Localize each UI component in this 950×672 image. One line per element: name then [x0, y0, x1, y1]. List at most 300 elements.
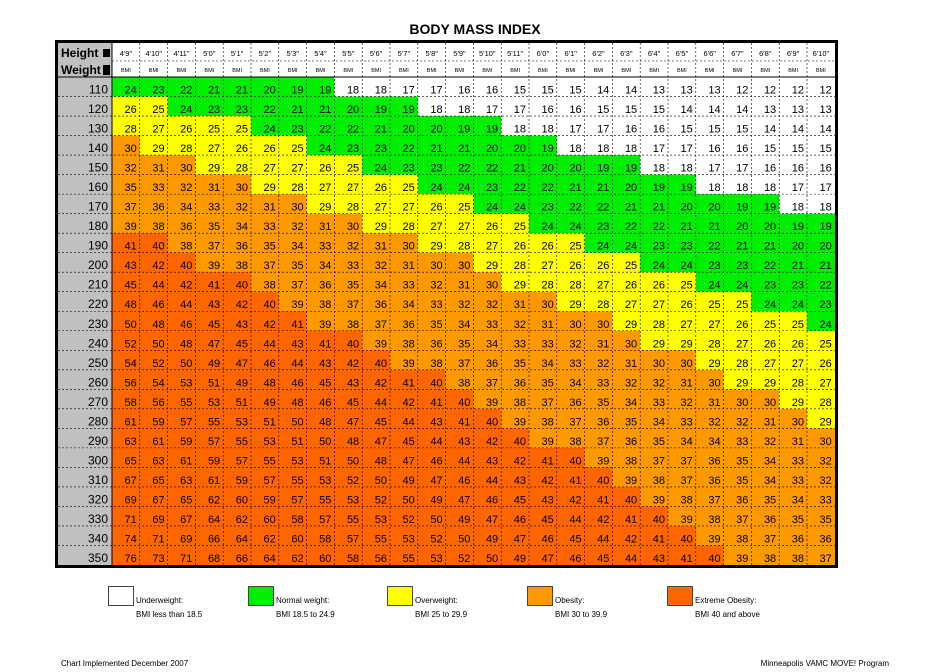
- height-tick-label: 6'8": [759, 49, 772, 58]
- bmi-value-label: 39: [736, 553, 749, 565]
- bmi-value-label: 61: [124, 416, 137, 429]
- bmi-value-label: 45: [513, 494, 526, 507]
- bmi-value-label: 39: [207, 260, 221, 273]
- bmi-value-label: 39: [541, 435, 554, 448]
- bmi-value-label: 44: [180, 299, 193, 312]
- bmi-column-label: BMI: [816, 68, 826, 74]
- bmi-value-label: 35: [346, 279, 360, 292]
- bmi-value-label: 24: [124, 84, 137, 97]
- legend-swatch-underweight: [108, 586, 134, 606]
- bmi-value-label: 45: [124, 279, 137, 292]
- weight-tick-label: 320: [87, 492, 108, 507]
- bmi-column-label: BMI: [232, 68, 242, 74]
- bmi-value-label: 14: [680, 104, 693, 117]
- bmi-value-label: 28: [180, 143, 193, 156]
- bmi-value-label: 21: [652, 201, 665, 214]
- bmi-value-label: 20: [763, 221, 777, 234]
- bmi-value-label: 29: [374, 221, 387, 234]
- bmi-value-label: 27: [374, 201, 387, 214]
- bmi-value-label: 34: [791, 494, 804, 507]
- bmi-value-label: 30: [791, 416, 804, 429]
- bmi-value-label: 39: [374, 338, 387, 351]
- bmi-value-label: 61: [207, 474, 221, 487]
- bmi-value-label: 27: [207, 143, 221, 156]
- legend-range: BMI 40 and above: [695, 610, 760, 619]
- bmi-value-label: 33: [736, 435, 749, 448]
- bmi-value-label: 39: [708, 533, 721, 546]
- bmi-value-label: 26: [791, 338, 804, 351]
- bmi-value-label: 19: [819, 221, 832, 234]
- bmi-value-label: 35: [291, 260, 304, 273]
- bmi-value-label: 63: [152, 455, 165, 468]
- bmi-value-label: 74: [124, 533, 137, 546]
- bmi-value-label: 25: [207, 123, 221, 136]
- bmi-value-label: 26: [430, 201, 443, 214]
- bmi-value-label: 43: [458, 435, 471, 448]
- bmi-value-label: 58: [291, 513, 304, 526]
- bmi-value-label: 57: [319, 513, 332, 526]
- bmi-value-label: 41: [124, 240, 137, 253]
- bmi-value-label: 32: [569, 338, 582, 351]
- bmi-value-label: 32: [680, 396, 693, 409]
- bmi-column-label: BMI: [204, 68, 215, 74]
- bmi-value-label: 48: [180, 338, 193, 351]
- bmi-value-label: 22: [541, 182, 554, 195]
- bmi-value-label: 41: [402, 377, 415, 390]
- bmi-value-label: 34: [374, 279, 387, 292]
- bmi-value-label: 24: [791, 299, 804, 312]
- bmi-value-label: 33: [541, 338, 554, 351]
- bmi-value-label: 26: [319, 162, 332, 175]
- bmi-value-label: 14: [819, 123, 832, 136]
- bmi-value-label: 20: [263, 84, 276, 97]
- bmi-value-label: 39: [319, 318, 332, 331]
- bmi-value-label: 27: [597, 279, 610, 292]
- bmi-value-label: 24: [597, 240, 610, 253]
- weight-tick-label: 280: [87, 414, 108, 429]
- bmi-value-label: 50: [346, 455, 360, 468]
- bmi-value-label: 31: [152, 162, 165, 175]
- bmi-value-label: 36: [402, 318, 415, 331]
- bmi-column-label: BMI: [649, 68, 659, 74]
- bmi-value-label: 44: [291, 357, 304, 370]
- bmi-value-label: 51: [235, 396, 248, 409]
- bmi-value-label: 35: [458, 338, 471, 351]
- bmi-value-label: 35: [791, 513, 804, 526]
- bmi-value-label: 31: [763, 416, 777, 429]
- bmi-value-label: 41: [458, 416, 471, 429]
- bmi-value-label: 32: [708, 416, 721, 429]
- bmi-value-label: 37: [374, 318, 387, 331]
- bmi-value-label: 41: [207, 279, 221, 292]
- bmi-value-label: 19: [402, 104, 415, 117]
- bmi-value-label: 29: [152, 143, 165, 156]
- bmi-value-label: 24: [180, 104, 193, 117]
- bmi-value-label: 29: [624, 318, 638, 331]
- bmi-value-label: 16: [819, 162, 832, 175]
- bmi-column-label: BMI: [593, 68, 604, 74]
- bmi-value-label: 20: [402, 123, 415, 136]
- bmi-value-label: 14: [708, 104, 721, 117]
- height-tick-label: 5'7": [397, 49, 411, 58]
- bmi-value-label: 36: [430, 338, 443, 351]
- bmi-value-label: 57: [207, 435, 221, 448]
- bmi-value-label: 27: [652, 299, 665, 312]
- bmi-column-label: BMI: [538, 68, 548, 74]
- bmi-value-label: 62: [291, 553, 304, 565]
- bmi-value-label: 19: [374, 104, 387, 117]
- bmi-value-label: 42: [402, 396, 415, 409]
- bmi-value-label: 44: [402, 416, 415, 429]
- height-tick-label: 6'0": [536, 49, 550, 58]
- bmi-value-label: 41: [430, 396, 443, 409]
- weight-tick-label: 120: [87, 102, 108, 117]
- bmi-value-label: 19: [763, 201, 777, 214]
- bmi-value-label: 32: [485, 299, 499, 312]
- bmi-value-label: 30: [597, 318, 610, 331]
- bmi-value-label: 17: [485, 104, 499, 117]
- bmi-value-label: 22: [513, 182, 526, 195]
- bmi-value-label: 60: [291, 533, 304, 546]
- bmi-value-label: 52: [374, 494, 387, 507]
- bmi-value-label: 39: [597, 455, 610, 468]
- bmi-value-label: 19: [485, 123, 499, 136]
- bmi-value-label: 24: [263, 123, 276, 136]
- bmi-value-label: 31: [207, 182, 221, 195]
- bmi-value-label: 64: [263, 553, 276, 565]
- bmi-value-label: 24: [485, 201, 499, 214]
- bmi-value-label: 50: [180, 357, 193, 370]
- bmi-value-label: 49: [207, 357, 221, 370]
- bmi-value-label: 62: [235, 513, 248, 526]
- weight-tick-label: 240: [87, 336, 108, 351]
- bmi-value-label: 36: [235, 240, 248, 253]
- bmi-value-label: 13: [763, 104, 777, 117]
- bmi-value-label: 53: [180, 377, 193, 390]
- bmi-value-label: 23: [708, 260, 721, 273]
- bmi-value-label: 30: [569, 318, 582, 331]
- bmi-value-label: 53: [374, 513, 387, 526]
- bmi-value-label: 23: [736, 260, 749, 273]
- bmi-value-label: 15: [708, 123, 721, 136]
- bmi-value-label: 55: [319, 494, 332, 507]
- bmi-value-label: 46: [152, 299, 165, 312]
- bmi-value-label: 44: [374, 396, 387, 409]
- bmi-value-label: 48: [346, 435, 360, 448]
- bmi-value-label: 32: [513, 318, 526, 331]
- bmi-value-label: 37: [652, 455, 665, 468]
- bmi-value-label: 36: [485, 357, 499, 370]
- bmi-value-label: 38: [235, 260, 248, 273]
- bmi-value-label: 43: [207, 299, 221, 312]
- bmi-value-label: 40: [652, 513, 665, 526]
- bmi-value-label: 65: [180, 494, 193, 507]
- bmi-value-label: 32: [374, 260, 387, 273]
- bmi-value-label: 37: [569, 416, 582, 429]
- bmi-value-label: 48: [291, 396, 304, 409]
- bmi-value-label: 45: [402, 435, 415, 448]
- bmi-value-label: 21: [513, 162, 526, 175]
- bmi-value-label: 43: [346, 377, 360, 390]
- bmi-value-label: 34: [569, 377, 582, 390]
- bmi-value-label: 47: [207, 338, 221, 351]
- bmi-value-label: 42: [235, 299, 248, 312]
- bmi-value-label: 40: [430, 377, 443, 390]
- bmi-value-label: 69: [152, 513, 165, 526]
- bmi-value-label: 32: [819, 474, 832, 487]
- bmi-value-label: 20: [624, 182, 638, 195]
- bmi-value-label: 28: [819, 396, 832, 409]
- height-tick-label: 5'3": [286, 49, 299, 58]
- bmi-value-label: 48: [319, 416, 332, 429]
- bmi-value-label: 43: [319, 357, 332, 370]
- bmi-value-label: 18: [819, 201, 832, 214]
- bmi-value-label: 32: [291, 221, 304, 234]
- bmi-value-label: 50: [402, 494, 415, 507]
- bmi-value-label: 46: [458, 474, 471, 487]
- bmi-value-label: 45: [541, 513, 554, 526]
- bmi-value-label: 51: [207, 377, 221, 390]
- bmi-value-label: 25: [346, 162, 360, 175]
- footer-program: Minneapolis VAMC MOVE! Program: [760, 659, 889, 668]
- bmi-value-label: 23: [430, 162, 443, 175]
- bmi-value-label: 40: [374, 357, 387, 370]
- bmi-column-label: BMI: [565, 68, 576, 74]
- bmi-value-label: 29: [569, 299, 582, 312]
- bmi-value-label: 57: [235, 455, 248, 468]
- bmi-column-label: BMI: [426, 68, 437, 74]
- bmi-value-label: 29: [791, 396, 804, 409]
- bmi-value-label: 59: [180, 435, 193, 448]
- bmi-value-label: 25: [235, 123, 248, 136]
- bmi-value-label: 18: [430, 104, 443, 117]
- bmi-value-label: 41: [291, 318, 304, 331]
- bmi-value-label: 48: [152, 318, 165, 331]
- bmi-value-label: 21: [819, 260, 832, 273]
- bmi-value-label: 42: [513, 455, 526, 468]
- bmi-column-label: BMI: [121, 68, 131, 74]
- bmi-value-label: 41: [624, 513, 638, 526]
- bmi-value-label: 20: [346, 104, 360, 117]
- bmi-value-label: 20: [541, 162, 554, 175]
- bmi-value-label: 57: [180, 416, 193, 429]
- height-tick-label: 6'4": [647, 49, 661, 58]
- bmi-value-label: 35: [597, 396, 610, 409]
- bmi-value-label: 31: [374, 240, 387, 253]
- bmi-value-label: 23: [374, 143, 387, 156]
- bmi-value-label: 18: [680, 162, 693, 175]
- bmi-value-label: 54: [152, 377, 165, 390]
- height-tick-label: 5'4": [314, 49, 327, 58]
- bmi-value-label: 19: [736, 201, 749, 214]
- bmi-value-label: 20: [485, 143, 499, 156]
- legend-label: Extreme Obesity:: [695, 596, 757, 605]
- weight-tick-label: 230: [87, 316, 108, 331]
- bmi-value-label: 49: [235, 377, 248, 390]
- weight-tick-label: 170: [87, 199, 108, 214]
- height-tick-label: 5'0": [203, 49, 216, 58]
- bmi-value-label: 26: [263, 143, 276, 156]
- weight-label: Weight: [61, 63, 101, 77]
- bmi-value-label: 38: [541, 416, 554, 429]
- bmi-value-label: 23: [485, 182, 499, 195]
- bmi-value-label: 56: [152, 396, 165, 409]
- bmi-value-label: 32: [624, 377, 638, 390]
- bmi-value-label: 24: [374, 162, 387, 175]
- bmi-value-label: 32: [597, 357, 610, 370]
- height-tick-label: 4'9": [119, 49, 133, 58]
- bmi-value-label: 35: [541, 377, 554, 390]
- bmi-value-label: 34: [763, 474, 777, 487]
- bmi-value-label: 17: [569, 123, 582, 136]
- weight-tick-label: 130: [87, 121, 108, 136]
- bmi-value-label: 53: [319, 474, 332, 487]
- bmi-value-label: 22: [402, 143, 415, 156]
- bmi-value-label: 44: [458, 455, 471, 468]
- bmi-value-label: 47: [402, 455, 415, 468]
- bmi-value-label: 30: [736, 396, 749, 409]
- bmi-value-label: 41: [680, 553, 693, 565]
- bmi-value-label: 36: [513, 377, 526, 390]
- bmi-value-label: 36: [763, 513, 777, 526]
- bmi-value-label: 33: [652, 396, 665, 409]
- chart-title: BODY MASS INDEX: [409, 21, 541, 37]
- bmi-value-label: 34: [402, 299, 415, 312]
- weight-tick-label: 330: [87, 511, 108, 526]
- bmi-value-label: 31: [708, 396, 721, 409]
- bmi-column-label: BMI: [260, 68, 270, 74]
- bmi-value-label: 33: [819, 494, 832, 507]
- bmi-value-label: 30: [180, 162, 193, 175]
- bmi-value-label: 34: [319, 260, 332, 273]
- bmi-value-label: 34: [763, 455, 777, 468]
- bmi-value-label: 38: [652, 474, 665, 487]
- bmi-value-label: 52: [152, 357, 165, 370]
- footer-implemented: Chart Implemented December 2007: [61, 659, 189, 668]
- bmi-value-label: 26: [819, 357, 832, 370]
- bmi-value-label: 46: [430, 455, 443, 468]
- bmi-value-label: 25: [458, 201, 471, 214]
- bmi-value-label: 34: [652, 416, 665, 429]
- bmi-value-label: 32: [430, 279, 443, 292]
- height-tick-label: 4'11": [173, 49, 190, 58]
- height-tick-label: 6'10": [812, 49, 830, 58]
- bmi-value-label: 38: [569, 435, 582, 448]
- height-tick-label: 5'5": [342, 49, 355, 58]
- bmi-value-label: 46: [263, 357, 276, 370]
- bmi-value-label: 59: [235, 474, 248, 487]
- bmi-value-label: 43: [291, 338, 304, 351]
- bmi-value-label: 44: [597, 533, 610, 546]
- bmi-value-label: 55: [263, 455, 276, 468]
- bmi-value-label: 35: [124, 182, 137, 195]
- bmi-value-label: 59: [263, 494, 276, 507]
- bmi-value-label: 43: [513, 474, 526, 487]
- bmi-column-label: BMI: [371, 68, 381, 74]
- legend-range: BMI 18.5 to 24.9: [276, 610, 335, 619]
- weight-tick-label: 190: [87, 238, 108, 253]
- bmi-value-label: 30: [680, 357, 693, 370]
- bmi-value-label: 38: [791, 553, 804, 565]
- height-tick-label: 6'6": [703, 49, 716, 58]
- bmi-value-label: 15: [680, 123, 693, 136]
- height-tick-label: 5'2": [258, 49, 272, 58]
- bmi-value-label: 16: [652, 123, 665, 136]
- legend-label: Overweight:: [415, 596, 458, 605]
- bmi-value-label: 15: [652, 104, 665, 117]
- legend-swatch-overweight: [387, 586, 413, 606]
- bmi-value-label: 37: [458, 357, 471, 370]
- bmi-value-label: 27: [819, 377, 832, 390]
- bmi-value-label: 34: [235, 221, 248, 234]
- bmi-value-label: 47: [485, 513, 499, 526]
- height-tick-label: 6'1": [564, 49, 577, 58]
- bmi-value-label: 46: [485, 494, 499, 507]
- weight-tick-label: 200: [87, 258, 108, 273]
- bmi-value-label: 28: [791, 377, 804, 390]
- bmi-value-label: 41: [652, 533, 665, 546]
- bmi-value-label: 58: [319, 533, 332, 546]
- height-tick-label: 6'9": [786, 49, 800, 58]
- bmi-value-label: 24: [513, 201, 526, 214]
- bmi-value-label: 23: [207, 104, 221, 117]
- bmi-value-label: 30: [819, 435, 832, 448]
- bmi-value-label: 49: [513, 553, 526, 565]
- bmi-value-label: 34: [708, 435, 721, 448]
- bmi-value-label: 30: [541, 299, 554, 312]
- bmi-value-label: 29: [736, 377, 749, 390]
- bmi-value-label: 36: [791, 533, 804, 546]
- bmi-value-label: 42: [569, 494, 582, 507]
- height-tick-label: 5'1": [230, 49, 244, 58]
- bmi-value-label: 43: [652, 553, 665, 565]
- bmi-column-label: BMI: [482, 68, 493, 74]
- bmi-value-label: 43: [485, 455, 499, 468]
- bmi-value-label: 38: [346, 318, 360, 331]
- weight-tick-label: 150: [87, 160, 108, 175]
- bmi-value-label: 50: [319, 435, 332, 448]
- bmi-value-label: 40: [458, 396, 471, 409]
- bmi-value-label: 19: [319, 84, 332, 97]
- bmi-value-label: 30: [402, 240, 415, 253]
- bmi-value-label: 23: [680, 240, 693, 253]
- bmi-value-label: 23: [819, 299, 832, 312]
- bmi-value-label: 31: [597, 338, 610, 351]
- bmi-value-label: 31: [513, 299, 526, 312]
- bmi-value-label: 28: [124, 123, 137, 136]
- bmi-value-label: 23: [346, 143, 360, 156]
- bmi-value-label: 26: [541, 240, 554, 253]
- bmi-value-label: 45: [319, 377, 332, 390]
- bmi-value-label: 29: [207, 162, 221, 175]
- bmi-value-label: 22: [346, 123, 360, 136]
- bmi-value-label: 38: [263, 279, 276, 292]
- bmi-value-label: 33: [152, 182, 165, 195]
- bmi-value-label: 17: [791, 182, 804, 195]
- bmi-value-label: 37: [485, 377, 499, 390]
- bmi-value-label: 45: [569, 533, 582, 546]
- bmi-value-label: 34: [458, 318, 471, 331]
- bmi-value-label: 26: [652, 279, 665, 292]
- bmi-table: [55, 40, 838, 568]
- bmi-column-label: BMI: [704, 68, 715, 74]
- bmi-value-label: 13: [680, 84, 693, 97]
- bmi-value-label: 49: [430, 494, 443, 507]
- bmi-value-label: 47: [458, 494, 471, 507]
- bmi-value-label: 21: [597, 182, 610, 195]
- weight-tick-label: 140: [87, 141, 108, 156]
- bmi-value-label: 28: [458, 240, 471, 253]
